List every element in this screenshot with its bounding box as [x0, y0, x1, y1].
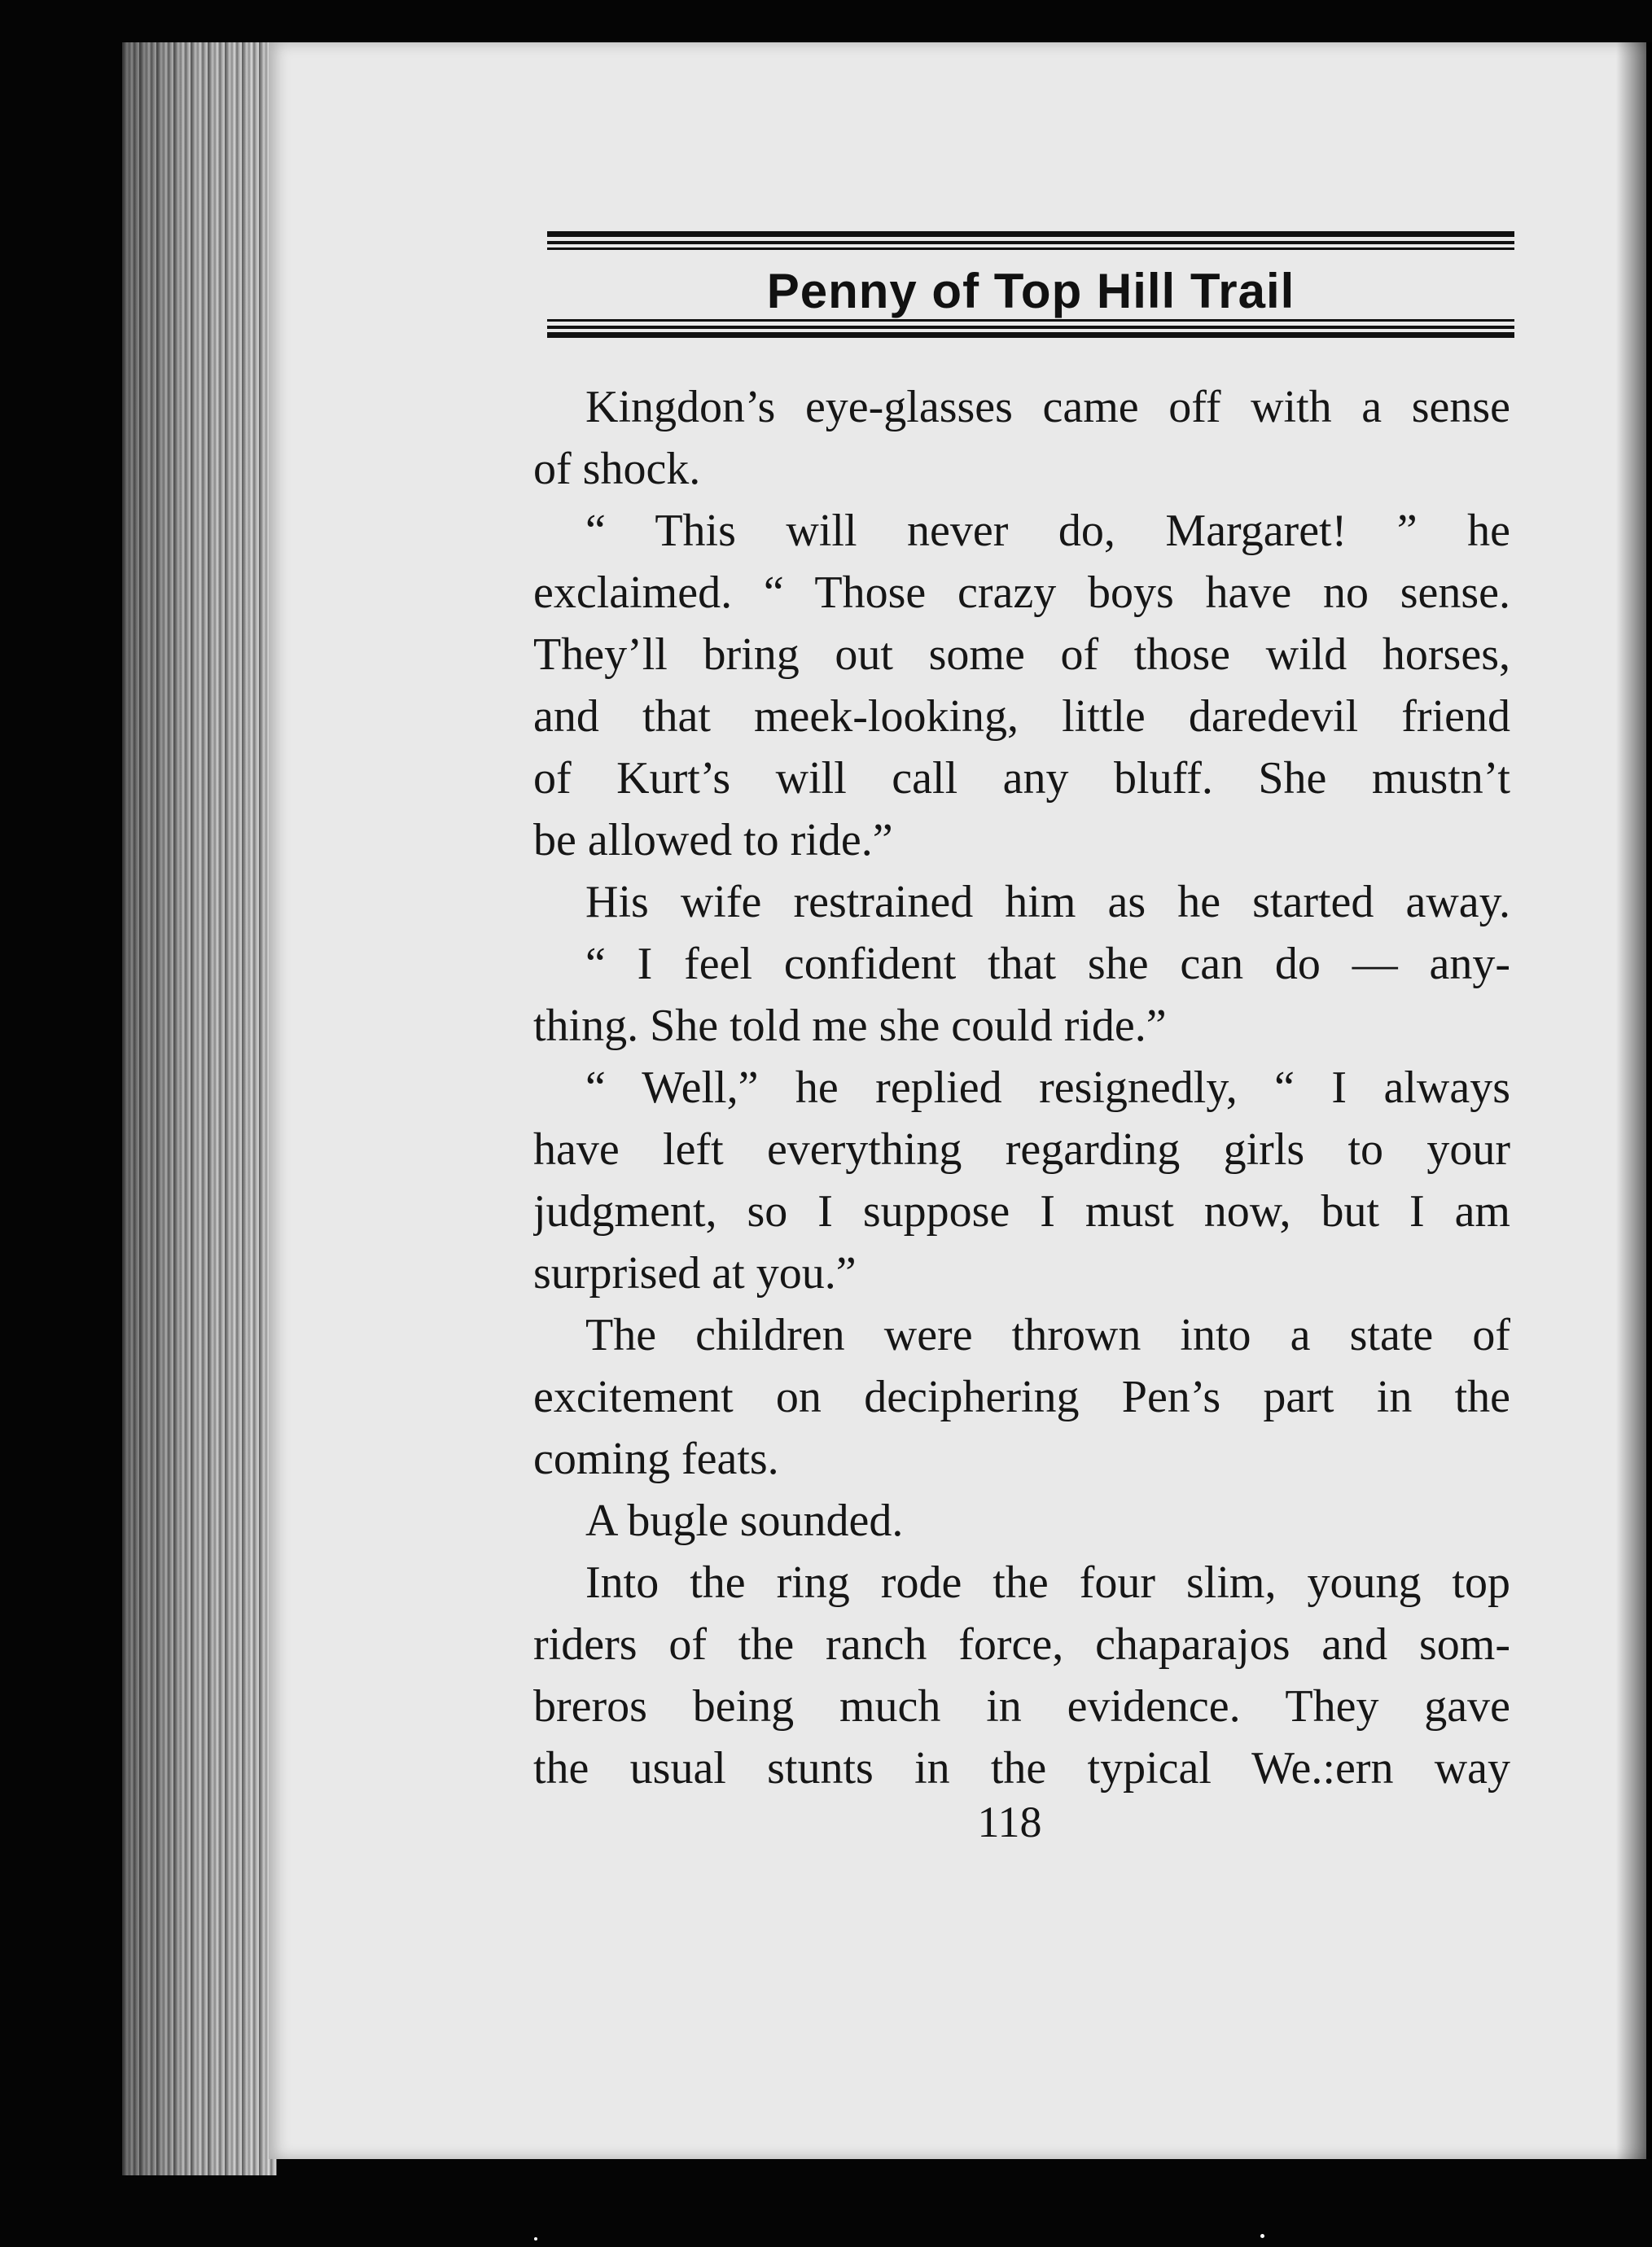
text-line: judgment, so I suppose I must now, but I am — [533, 1186, 1510, 1237]
text-line: riders of the ranch force, chaparajos and som- — [533, 1619, 1510, 1670]
text-line: A bugle sounded. — [585, 1496, 904, 1546]
text-line: breros being much in evidence. They gave — [533, 1681, 1510, 1732]
text-line: of shock. — [533, 444, 701, 494]
body-text — [533, 376, 1510, 1799]
page-number: 118 — [977, 1798, 1042, 1846]
scan-speck — [1260, 2234, 1264, 2238]
book-edge-shadow — [122, 42, 277, 2175]
text-line: They’ll bring out some of those wild horses, — [533, 629, 1510, 680]
text-line: “ I feel confident that she can do — any- — [585, 939, 1510, 989]
text-line: be allowed to ride.” — [533, 815, 893, 865]
page-gutter-shadow — [1616, 42, 1652, 2159]
text-line: of Kurt’s will call any bluff. She mustn’t — [533, 753, 1510, 804]
text-line: thing. She told me she could ride.” — [533, 1001, 1167, 1051]
text-line: Kingdon’s eye-glasses came off with a sense — [585, 382, 1510, 432]
text-line: The children were thrown into a state of — [585, 1310, 1510, 1360]
text-line: have left everything regarding girls to your — [533, 1124, 1510, 1175]
text-line: excitement on deciphering Pen’s part in the — [533, 1372, 1510, 1422]
text-line: His wife restrained him as he started away. — [585, 877, 1510, 927]
text-line: coming feats. — [533, 1434, 779, 1484]
text-line: “ This will never do, Margaret! ” he — [585, 506, 1510, 556]
text-line: exclaimed. “ Those crazy boys have no sense. — [533, 567, 1510, 618]
text-line: Into the ring rode the four slim, young top — [585, 1557, 1510, 1608]
running-head: Penny of Top Hill Trail — [766, 264, 1295, 318]
text-line: “ Well,” he replied resignedly, “ I always — [585, 1062, 1510, 1113]
text-line: the usual stunts in the typical We.:ern way — [533, 1743, 1510, 1794]
scan-speck — [534, 2237, 537, 2240]
text-line: and that meek-looking, little daredevil friend — [533, 691, 1510, 742]
text-line: surprised at you.” — [533, 1248, 857, 1299]
